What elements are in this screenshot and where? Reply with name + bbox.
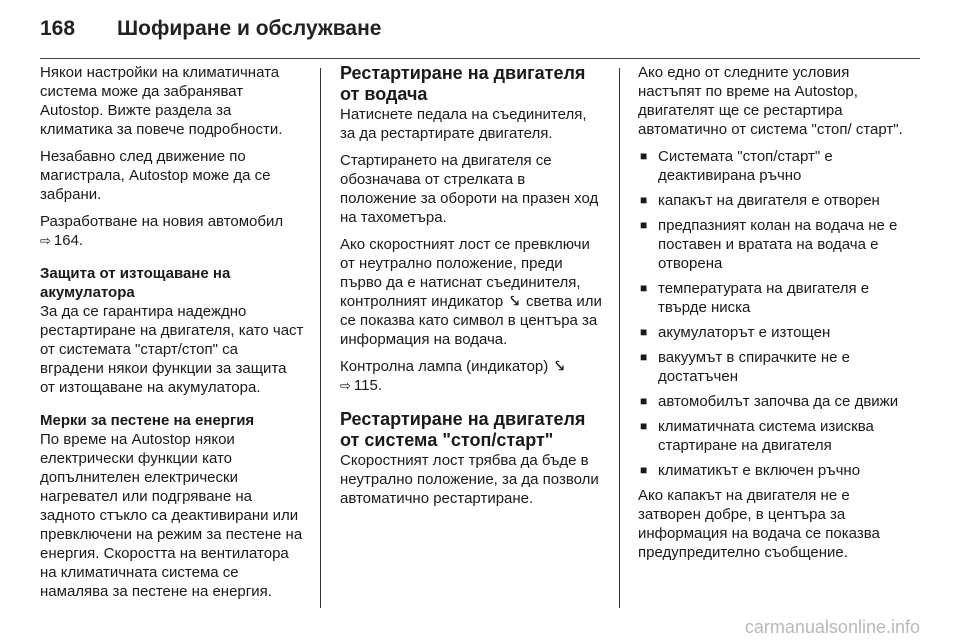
paragraph-press-clutch: Натиснете педала на съединителя, за да рестартирате двигателя. — [340, 106, 587, 142]
page-ref-link[interactable]: 164. — [53, 232, 84, 249]
bullet-icon: ■ — [640, 193, 648, 207]
list-item: ■ климатичната система изисква стартиране на двигателя — [640, 418, 874, 454]
chapter-title: Шофиране и обслужване — [117, 17, 382, 40]
list-item: ■ капакът на двигателя е отворен — [640, 192, 880, 209]
bullet-icon: ■ — [640, 463, 648, 477]
heading-system-restart: Рестартиране на двигателя от системa "стоп/старт" — [340, 409, 586, 450]
list-item: ■ акумулаторът е изтощен — [640, 324, 831, 341]
bullet-icon: ■ — [640, 325, 648, 339]
column-divider-1 — [320, 68, 321, 608]
paragraph-auto-restart-conditions: Ако едно от следните условия настъпят по време на Autostop, двигателят ще се рестартира автоматично от система "стоп/ старт". — [638, 64, 903, 138]
list-item: ■ вакуумът в спирачките не е достатъчен — [640, 349, 851, 385]
bullet-icon: ■ — [640, 149, 648, 163]
heading-battery-protection: Защита от изтощаване на акумулатора — [40, 265, 231, 301]
list-item: ■ температурата на двигателя е твърде ниска — [640, 280, 870, 316]
bullet-icon: ■ — [640, 419, 648, 433]
paragraph-motorway: Незабавно след движение по магистрала, Autostop може да се забрани. — [40, 148, 271, 203]
page-ref-icon: ⇨ — [340, 378, 351, 393]
column-1 — [40, 63, 305, 609]
heading-energy-saving: Мерки за пестене на енергия — [40, 412, 255, 429]
page-ref-link[interactable]: 115. — [353, 377, 382, 394]
conditions-list — [638, 147, 903, 480]
page-ref-icon: ⇨ — [40, 233, 51, 248]
autostop-indicator-icon: ⤥ — [510, 293, 519, 310]
paragraph-neutral-required: Скоростният лост трябва да бъде в неутрално положение, за да позволи автоматично рестартиране. — [340, 452, 599, 507]
page-header — [40, 10, 381, 48]
paragraph-control-lamp: Контролна лампа (индикатор) ⤥ ⇨ 115. — [340, 358, 564, 394]
heading-driver-restart: Рестартиране на двигателя от водача — [340, 63, 586, 104]
bullet-icon: ■ — [640, 218, 648, 232]
column-2 — [340, 63, 605, 516]
column-divider-2 — [619, 68, 620, 608]
bullet-icon: ■ — [640, 281, 648, 295]
paragraph-running-in: Разработване на новия автомобил ⇨ 164. — [40, 213, 284, 249]
paragraph-energy-saving: По време на Autostop някои електрически функции като допълнителен електрически нагревател или подгряване на задното стъкло са деактивирани или превключени на режим за пестене на енергия. Скоростта на вентилатора на климатичната система се намалява за пестене на енергия. — [40, 431, 303, 600]
bullet-icon: ■ — [640, 350, 648, 364]
bullet-icon: ■ — [640, 394, 648, 408]
watermark: carmanualsonline.info — [744, 617, 920, 637]
paragraph-neutral-warning: Ако скоростният лост се превключи от неутрално положение, преди първо да е натиснат съединителя, контролният индикатор ⤥ светва или се показва като символ в центъра за информация на водача. — [340, 236, 602, 348]
header-divider — [40, 58, 920, 59]
page-number: 168 — [40, 17, 76, 40]
column-3 — [638, 63, 903, 570]
list-item: ■ климатикът е включен ръчно — [640, 462, 861, 479]
paragraph-climate-autostop: Някои настройки на климатичната система може да забраняват Autostop. Вижте раздела за климатика за повече подробности. — [40, 64, 283, 138]
list-item: ■ предпазният колан на водача не е поставен и вратата на водача е отворена — [640, 217, 898, 272]
paragraph-battery-protection: За да се гарантира надеждно рестартиране на двигателя, като част от системата "старт/стоп" са вградени някои функции за защита от изтощаване на акумулатора. — [40, 303, 304, 396]
autostop-indicator-icon-2: ⤥ — [555, 358, 564, 375]
paragraph-bonnet-warning: Ако капакът на двигателя не е затворен добре, в центъра за информация на водача се показва предупредително съобщение. — [638, 487, 880, 561]
paragraph-restart-indication: Стартирането на двигателя се обозначава от стрелката в положение за обороти на празен ход на тахометъра. — [340, 152, 599, 226]
list-item: ■ автомобилът започва да се движи — [640, 393, 899, 410]
list-item: ■ Системата "стоп/старт" е деактивирана ръчно — [640, 148, 833, 184]
